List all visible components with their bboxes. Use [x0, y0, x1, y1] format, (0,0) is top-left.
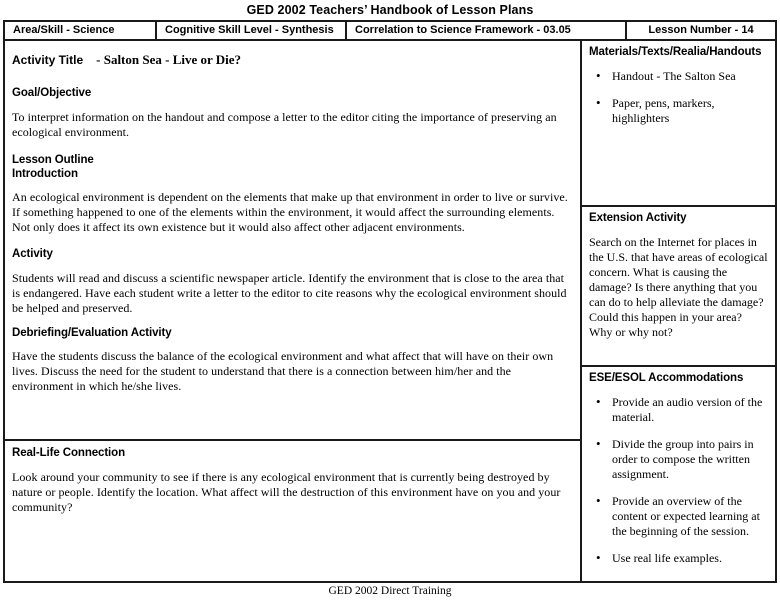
- document-title: GED 2002 Teachers’ Handbook of Lesson Plans: [246, 3, 534, 17]
- real-life-text: Look around your community to see if there is any ecological environment that is currently being destroyed by nature or people. Identify the location. What affect will the destruction of this environment have on you and your community?: [12, 470, 561, 514]
- introduction-heading: Introduction: [12, 168, 78, 180]
- activity-heading: Activity: [12, 248, 53, 260]
- accommodations-list: [589, 395, 768, 566]
- list-item: • Divide the group into pairs in order to compose the written assignment.: [589, 437, 768, 482]
- extension-activity-section: [582, 207, 775, 367]
- activity-title-line: [12, 51, 573, 69]
- extension-activity-text: Search on the Internet for places in the U.S. that have areas of ecological concern. What is causing the damage? Is there anything that you can do to help alleviate the damage? Could this happen in your area? Why or why not?: [589, 235, 768, 339]
- activity-text: Students will read and discuss a scientific newspaper article. Identify the environment that is close to the area that is endangered. Have each student write a letter to the editor to cite reasons why the ecological environment should be helped and preserved.: [12, 271, 567, 315]
- activity-title-value: - Salton Sea - Live or Die?: [96, 52, 242, 67]
- introduction-text: An ecological environment is dependent on the elements that make up that environment in order to live or survive. If something happened to one of the elements within the environment, it would affect the surrounding elements. Not only does it affect its own existence but it would also affect other adjacent environments.: [12, 190, 568, 234]
- debriefing-heading: Debriefing/Evaluation Activity: [12, 327, 172, 339]
- lesson-outline-section: [5, 41, 580, 441]
- list-item: • Handout - The Salton Sea: [589, 69, 768, 84]
- header-cell-area-skill: Area/Skill - Science: [5, 22, 157, 39]
- lesson-outline-heading: Lesson Outline: [12, 154, 94, 166]
- materials-heading: Materials/Texts/Realia/Handouts: [589, 46, 762, 58]
- lesson-plan-sheet: [3, 20, 777, 583]
- goal-objective-text: To interpret information on the handout and compose a letter to the editor citing the importance of preserving an ecological environment.: [12, 110, 557, 139]
- materials-section: [582, 41, 775, 207]
- list-item: • Provide an audio version of the material.: [589, 395, 768, 425]
- main-column: [5, 41, 582, 581]
- real-life-connection-section: [5, 441, 580, 581]
- list-item: • Provide an overview of the content or expected learning at the beginning of the session.: [589, 494, 768, 539]
- list-item: • Use real life examples.: [589, 551, 768, 566]
- accommodations-section: [582, 367, 775, 581]
- header-cell-lesson-number: Lesson Number - 14: [648, 24, 754, 36]
- debriefing-text: Have the students discuss the balance of the ecological environment and what affect that will have on their own lives. Discuss the need for the student to understand that there is a connection between him/her and the environment in which he/she lives.: [12, 349, 554, 393]
- materials-list: [589, 69, 768, 126]
- sidebar: [582, 41, 775, 581]
- list-item: • Paper, pens, markers, highlighters: [589, 96, 768, 126]
- activity-title-label: Activity Title: [12, 53, 84, 67]
- extension-activity-heading: Extension Activity: [589, 212, 687, 224]
- real-life-heading: Real-Life Connection: [12, 447, 126, 459]
- header-cell-cognitive-skill: Cognitive Skill Level - Synthesis: [157, 22, 347, 39]
- accommodations-heading: ESE/ESOL Accommodations: [589, 372, 744, 384]
- header-row: [5, 22, 775, 41]
- header-cell-correlation: Correlation to Science Framework - 03.05: [347, 22, 627, 39]
- goal-objective-heading: Goal/Objective: [12, 87, 92, 99]
- body-row: [5, 41, 775, 581]
- page-footer: GED 2002 Direct Training: [328, 585, 452, 597]
